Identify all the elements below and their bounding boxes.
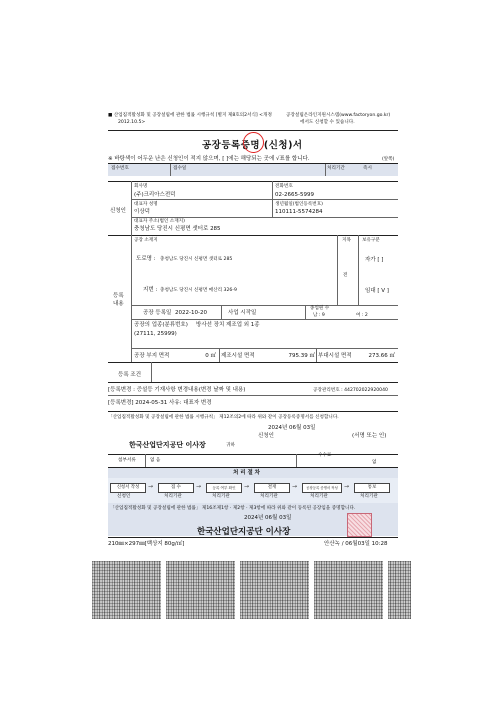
- step-actor: 처리기관: [360, 494, 378, 499]
- official-seal-icon: [347, 513, 372, 537]
- issue-number: 안산녹 / 06월03일 10:28: [324, 541, 388, 547]
- lot-value: 충청남도 당진시 신평면 매산리 326-9: [160, 288, 237, 293]
- applicant-left-divider: [131, 181, 132, 235]
- management-number: 공장관리번호 : 442702022920040: [313, 388, 388, 393]
- phone-label: 전화번호: [275, 184, 293, 189]
- land-category-label: 지목: [342, 238, 351, 243]
- footer-line: [108, 537, 398, 538]
- stamp-circle-icon: [240, 132, 264, 153]
- attach-divider-2: [296, 454, 297, 467]
- land-category-value: 전: [343, 273, 348, 278]
- issuance-date: 2024년 06월 03일: [244, 515, 292, 521]
- regulation-date: 2012.10.5>: [118, 120, 146, 125]
- industry-codes: (27111, 25999): [134, 331, 177, 337]
- reg-row-line-3: [131, 348, 398, 349]
- mfg-area-value: 795.39 ㎡: [288, 353, 315, 359]
- security-pattern-block: [314, 561, 383, 619]
- lease-option: 임대 [ V ]: [365, 288, 389, 294]
- attach-divider-1: [145, 454, 146, 467]
- registration-left-divider: [131, 235, 132, 362]
- notice-text: ※ 바탕색이 어두운 난은 신청인이 적지 않으며, [ ]에는 해당되는 곳에 √표를 합니다.: [108, 156, 310, 162]
- step-issue-certificate: 공장등록 증명서 작성: [302, 483, 342, 493]
- period-label: 처리기간: [327, 166, 345, 171]
- recipient-suffix: 귀하: [226, 443, 235, 448]
- condition-divider: [151, 362, 152, 382]
- step-receive: 접 수: [158, 483, 194, 493]
- address-label: 대표자 주소(법인 소재지): [134, 219, 185, 224]
- step-actor: 처리기관: [212, 494, 230, 499]
- change-top-line: [108, 382, 398, 383]
- own-option: 자가 [ ]: [365, 257, 384, 263]
- reg-row-divider-2: [305, 305, 306, 319]
- page-side-label: (앞쪽): [382, 157, 395, 162]
- receipt-row: [108, 164, 398, 176]
- area-divider-2: [316, 348, 317, 362]
- recipient-name: 한국산업단지공단 이사장: [129, 441, 206, 449]
- receipt-no-label: 접수번호: [111, 166, 129, 171]
- rep-label: 대표자 성명: [134, 202, 158, 207]
- change-record: [등록변경] 2024-05-31 사유: 대표자 변경: [108, 400, 212, 406]
- step-write-application: 신청서 작성: [110, 483, 146, 493]
- birth-label: 생년월일(법인등록번호): [275, 202, 323, 207]
- type-left-divider: [358, 235, 359, 305]
- reg-row-line-2: [131, 319, 398, 320]
- statement-line: 「산업집적활성화 및 공장설립에 관한 법률 시행규칙」 제12조의2에 따라 위와 같이 공장등록증명서를 신청합니다.: [108, 415, 339, 420]
- applicant-row-line-1: [131, 199, 398, 200]
- regulation-reference: ■ 산업집적활성화 및 공장설립에 관한 법률 시행규칙 [별지 제8호의2서식] <개정: [108, 113, 272, 118]
- period-value: 즉시: [363, 166, 372, 171]
- registration-label-1: 등록: [113, 293, 124, 299]
- address-value: 충청남도 당진시 신평면 샛터로 285: [134, 226, 221, 232]
- arrow-right-icon: →: [292, 483, 298, 490]
- arrow-right-icon: →: [344, 483, 350, 490]
- mfg-area-label: 제조시설 면적: [221, 353, 255, 359]
- step-actor: 처리기관: [164, 494, 182, 499]
- reg-row-line-1: [131, 305, 398, 306]
- aux-area-value: 273.66 ㎡: [368, 353, 395, 359]
- statement-date: 2024년 06월 03일: [268, 425, 316, 431]
- arrow-right-icon: →: [196, 483, 202, 490]
- step-approval: 결재: [254, 483, 290, 493]
- area-divider-1: [219, 348, 220, 362]
- security-pattern-block: [166, 561, 235, 619]
- security-pattern-block: [388, 561, 411, 619]
- lot-label: 지번 :: [143, 287, 158, 293]
- reg-date-value: 2022-10-20: [175, 310, 207, 316]
- attach-label: 첨부서류: [118, 458, 136, 463]
- attach-value: 없 음: [150, 458, 161, 463]
- ownership-type-label: 보유구분: [362, 238, 380, 243]
- issuance-law: 「산업집적활성화 및 공장설립에 관한 법률」 제16조제1항 · 제2항 · 제3항에 따라 위와 같이 등록된 공장임을 증명합니다.: [110, 506, 356, 511]
- arrow-right-icon: →: [148, 483, 154, 490]
- arrow-right-icon: →: [244, 483, 250, 490]
- road-value: 충청남도 당진시 신평면 샛터로 285: [160, 257, 233, 262]
- condition-label: 등록 조건: [118, 372, 142, 378]
- registration-top-line: [108, 235, 398, 236]
- security-pattern-block: [240, 561, 309, 619]
- company-label: 회사명: [134, 184, 148, 189]
- registration-label-2: 내용: [113, 301, 124, 307]
- employee-female: 여 : 2: [356, 313, 368, 318]
- process-title: 처 리 절 차: [233, 470, 260, 476]
- sign-placeholder: (서명 또는 인): [352, 433, 387, 439]
- industry-label: 공장의 업종(분류번호): [134, 322, 188, 328]
- attach-top-line: [108, 454, 398, 455]
- title-stamped: 증명: [240, 140, 261, 151]
- location-label: 공장 소재지: [134, 238, 158, 243]
- employee-label: 종업원 수: [310, 306, 330, 311]
- step-verify-registration: 등록 여부 확인: [206, 483, 242, 493]
- applicant-top-line: [108, 181, 398, 182]
- change-history: [등록변경 : 증설등 기재사항 변경내용(변경 날짜 및 내용): [108, 387, 246, 393]
- aux-area-label: 부대시설 면적: [318, 353, 352, 359]
- applicant-row-line-2: [131, 217, 398, 218]
- location-right-divider: [337, 235, 338, 305]
- fee-value: 없: [372, 460, 377, 465]
- fee-label: 수수료: [318, 453, 332, 458]
- online-site-note: 에서도 신청할 수 있습니다.: [300, 120, 355, 125]
- online-site-line: 공장설립온라인지원시스템(www.factoryon.go.kr): [286, 113, 391, 118]
- birth-value: 110111-5574284: [275, 209, 323, 215]
- receipt-divider-2: [325, 164, 326, 176]
- header-divider: [108, 130, 398, 131]
- start-date-label: 사업 시작일: [228, 310, 257, 316]
- site-area-value: 0 ㎡: [205, 353, 216, 359]
- statement-top-line: [108, 411, 398, 412]
- industry-value: 방사선 장치 제조업 외 1종: [196, 322, 260, 328]
- reg-row-divider-1: [221, 305, 222, 319]
- step-actor: 처리기관: [310, 494, 328, 499]
- change-mid-line: [108, 395, 398, 396]
- title-after: (신청)서: [260, 140, 303, 151]
- step-notify: 통보: [354, 483, 390, 493]
- site-area-label: 공장 부지 면적: [134, 353, 170, 359]
- phone-value: 02-2665-5999: [275, 192, 314, 198]
- receipt-divider-1: [170, 164, 171, 176]
- rep-value: 이상덕: [134, 209, 150, 215]
- step-actor: 처리기관: [260, 494, 278, 499]
- title-before: 공장등록: [202, 140, 241, 151]
- receipt-date-label: 접수일: [173, 166, 187, 171]
- employee-male: 남 : 9: [313, 313, 325, 318]
- applicant-sign-label: 신청인: [258, 433, 274, 439]
- company-value: (주)크리아스전덕: [134, 192, 176, 198]
- paper-spec: 210㎜×297㎜[백상지 80g/㎡]: [108, 541, 185, 547]
- reg-date-label: 공장 등록일: [143, 310, 172, 316]
- security-pattern-block: [92, 561, 161, 619]
- step-actor: 신청인: [117, 494, 131, 499]
- issuer-name: 한국산업단지공단 이사장: [197, 527, 291, 537]
- road-label: 도로명 :: [136, 256, 156, 262]
- applicant-section-label: 신청인: [110, 208, 126, 214]
